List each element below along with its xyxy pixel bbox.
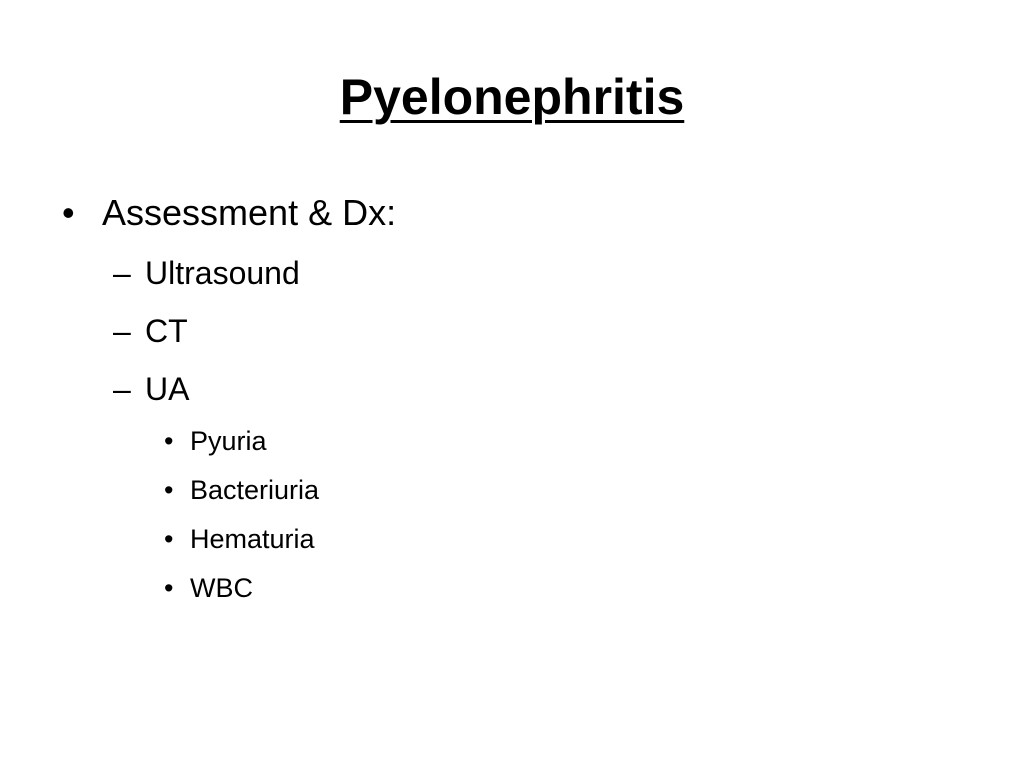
sub-sub-bullet-text: Hematuria <box>190 524 315 554</box>
sub-bullet-text: UA <box>145 371 190 407</box>
dash-marker: – <box>113 313 131 349</box>
bullet-marker: • <box>164 524 174 554</box>
sub-sub-bullet-text: Bacteriuria <box>190 475 320 505</box>
bullet-marker: • <box>164 426 174 456</box>
bullet-marker: • <box>164 573 174 603</box>
dash-marker: – <box>113 255 131 291</box>
sub-bullet-text: CT <box>145 313 188 349</box>
dash-marker: – <box>113 371 131 407</box>
bullet-text: Assessment & Dx: <box>102 192 397 233</box>
slide-title-text: Pyelonephritis <box>339 69 685 125</box>
sub-sub-bullet-text: WBC <box>190 573 253 603</box>
bullet-marker: • <box>62 192 75 233</box>
slide-title <box>0 58 1024 136</box>
sub-bullet-text: Ultrasound <box>145 255 300 291</box>
sub-sub-bullet-text: Pyuria <box>190 426 267 456</box>
bullet-marker: • <box>164 475 174 505</box>
